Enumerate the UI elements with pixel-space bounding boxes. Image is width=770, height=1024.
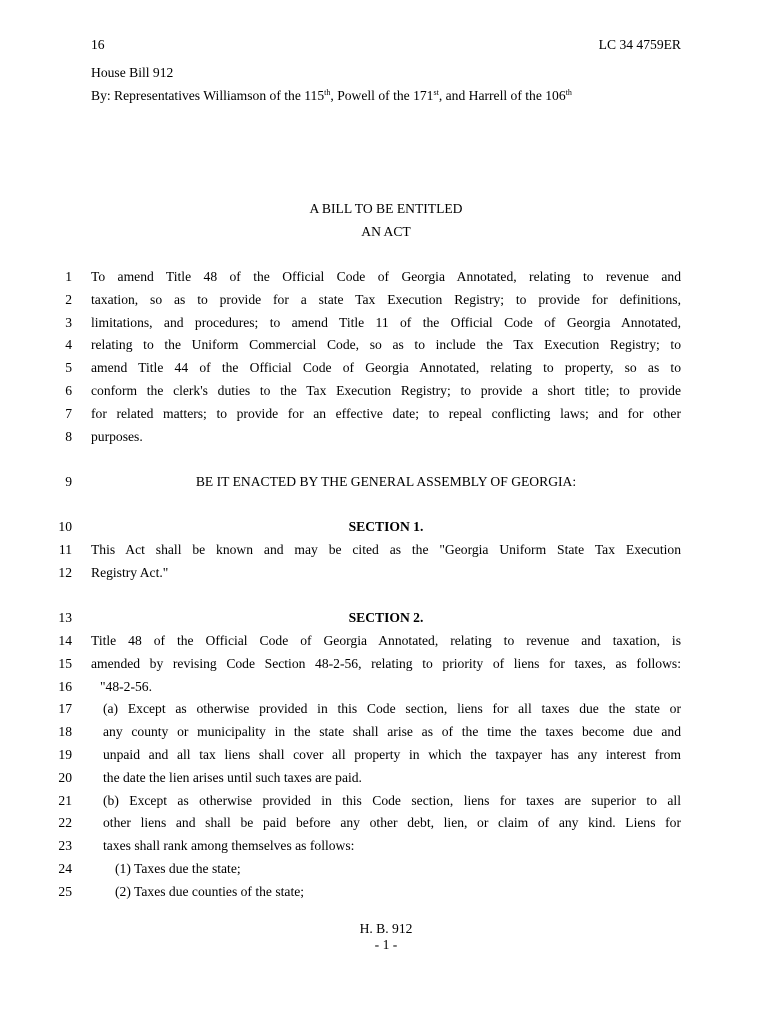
line-number: 12 bbox=[58, 565, 72, 580]
body-line: for related matters; to provide for an effective date; to repeal conflicting laws; and for other bbox=[91, 406, 681, 421]
line-number: 2 bbox=[65, 292, 72, 307]
section-heading: SECTION 1. bbox=[348, 519, 424, 534]
line-number: 7 bbox=[65, 406, 72, 421]
bill-heading: A BILL TO BE ENTITLED bbox=[309, 201, 463, 216]
body-line: taxes shall rank among themselves as follows: bbox=[103, 838, 355, 853]
body-line: the date the lien arises until such taxes are paid. bbox=[103, 770, 362, 785]
footer-bill: H. B. 912 bbox=[359, 921, 413, 936]
body-line: Registry Act." bbox=[91, 565, 169, 580]
lc-code: LC 34 4759ER bbox=[598, 37, 681, 52]
line-number: 4 bbox=[65, 337, 72, 352]
body-line: To amend Title 48 of the Official Code of Georgia Annotated, relating to revenue and bbox=[91, 269, 681, 284]
line-number: 6 bbox=[65, 383, 72, 398]
line-number: 23 bbox=[58, 838, 72, 853]
body-line: This Act shall be known and may be cited as the "Georgia Uniform State Tax Execution bbox=[91, 542, 681, 557]
body-line: unpaid and all tax liens shall cover all property in which the taxpayer has any interest from bbox=[103, 747, 681, 762]
line-number: 18 bbox=[58, 724, 72, 739]
line-number: 17 bbox=[58, 701, 72, 716]
line-number: 5 bbox=[65, 360, 72, 375]
page-number: 16 bbox=[91, 37, 105, 52]
sponsors: By: Representatives Williamson of the 115th, Powell of the 171st, and Harrell of the 106th bbox=[91, 88, 572, 103]
enacting-clause: BE IT ENACTED BY THE GENERAL ASSEMBLY OF GEORGIA: bbox=[195, 474, 577, 489]
body-line: (a) Except as otherwise provided in this Code section, liens for all taxes due the state or bbox=[103, 701, 681, 716]
code-section-number: "48-2-56. bbox=[100, 679, 152, 694]
body-line: taxation, so as to provide for a state Tax Execution Registry; to provide for definitions, bbox=[91, 292, 681, 307]
body-line: Title 48 of the Official Code of Georgia Annotated, relating to revenue and taxation, is bbox=[91, 633, 681, 648]
line-number: 21 bbox=[58, 793, 72, 808]
line-number: 24 bbox=[58, 861, 72, 876]
body-line: limitations, and procedures; to amend Title 11 of the Official Code of Georgia Annotated, bbox=[91, 315, 681, 330]
line-number: 15 bbox=[58, 656, 72, 671]
bill-title: House Bill 912 bbox=[91, 65, 174, 80]
body-line: (b) Except as otherwise provided in this Code section, liens for taxes are superior to all bbox=[103, 793, 681, 808]
body-line: (1) Taxes due the state; bbox=[115, 861, 241, 876]
line-number: 20 bbox=[58, 770, 72, 785]
body-line: other liens and shall be paid before any other debt, lien, or claim of any kind. Liens for bbox=[103, 815, 681, 830]
line-number: 14 bbox=[58, 633, 72, 648]
body-line: purposes. bbox=[91, 429, 143, 444]
act-heading: AN ACT bbox=[361, 224, 411, 239]
line-number: 13 bbox=[58, 610, 72, 625]
body-line: (2) Taxes due counties of the state; bbox=[115, 884, 305, 899]
section-heading: SECTION 2. bbox=[348, 610, 424, 625]
line-number: 1 bbox=[65, 269, 72, 284]
line-number: 25 bbox=[58, 884, 72, 899]
body-line: any county or municipality in the state shall arise as of the time the taxes become due and bbox=[103, 724, 681, 739]
body-line: amend Title 44 of the Official Code of Georgia Annotated, relating to property, so as to bbox=[91, 360, 681, 375]
body-line: conform the clerk's duties to the Tax Execution Registry; to provide a short title; to provide bbox=[91, 383, 681, 398]
footer-page-number: - 1 - bbox=[374, 937, 398, 952]
line-number: 11 bbox=[58, 542, 72, 557]
line-number: 19 bbox=[58, 747, 72, 762]
line-number: 9 bbox=[65, 474, 72, 489]
body-line: relating to the Uniform Commercial Code, so as to include the Tax Execution Registry; to bbox=[91, 337, 681, 352]
line-number: 3 bbox=[65, 315, 72, 330]
line-number: 22 bbox=[58, 815, 72, 830]
body-line: amended by revising Code Section 48-2-56, relating to priority of liens for taxes, as follows: bbox=[91, 656, 681, 671]
line-number: 8 bbox=[65, 429, 72, 444]
line-number: 10 bbox=[58, 519, 72, 534]
line-number: 16 bbox=[58, 679, 72, 694]
